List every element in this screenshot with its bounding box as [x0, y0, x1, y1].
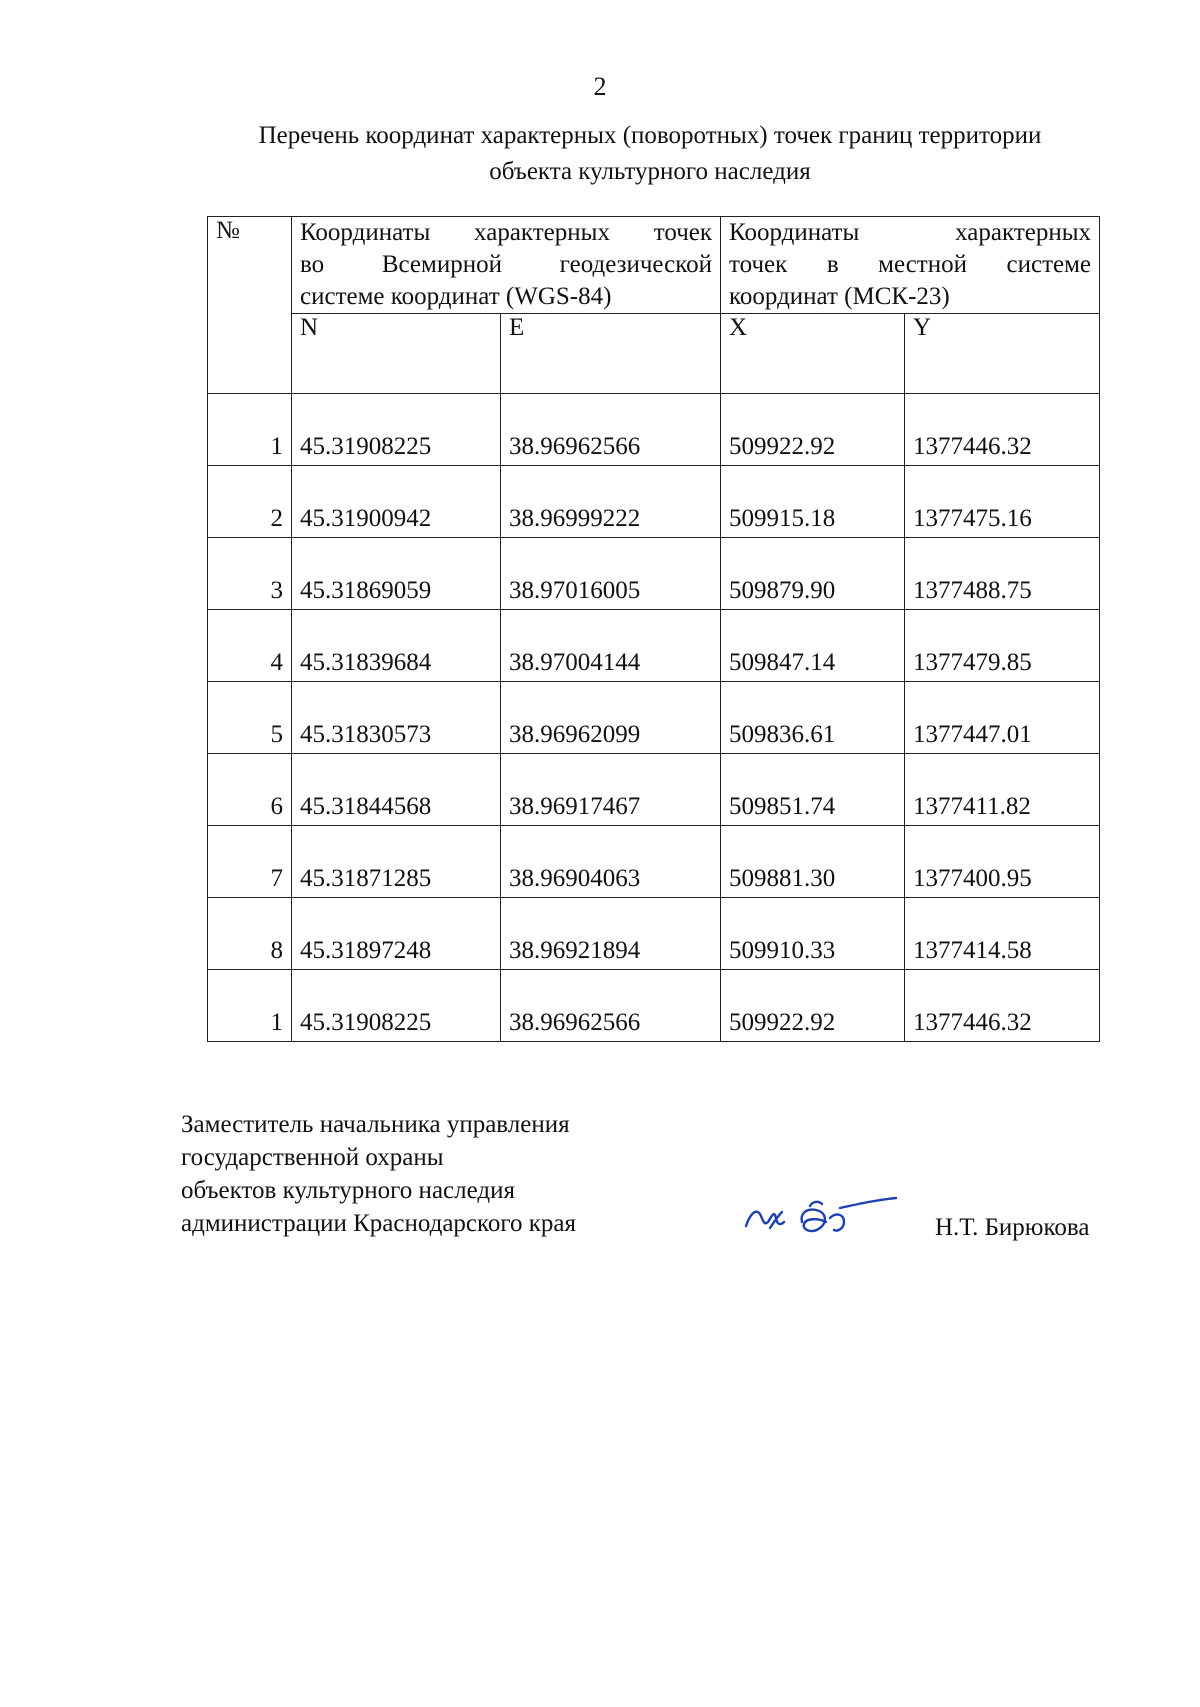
cell-x: 509922.92 [721, 970, 905, 1042]
cell-y: 1377446.32 [905, 970, 1100, 1042]
header-n: N [292, 314, 501, 394]
cell-number: 3 [208, 538, 292, 610]
table-row [208, 394, 1100, 466]
cell-e: 38.97004144 [501, 610, 721, 682]
cell-number: 7 [208, 826, 292, 898]
cell-number: 2 [208, 466, 292, 538]
page-number: 2 [593, 72, 607, 101]
document-title [190, 118, 1110, 190]
cell-number: 5 [208, 682, 292, 754]
cell-number: 6 [208, 754, 292, 826]
cell-n: 45.31871285 [292, 826, 501, 898]
cell-y: 1377475.16 [905, 466, 1100, 538]
coordinates-table [207, 216, 1100, 1042]
cell-x: 509881.30 [721, 826, 905, 898]
cell-y: 1377414.58 [905, 898, 1100, 970]
cell-x: 509879.90 [721, 538, 905, 610]
signer-name: Н.Т. Бирюкова [935, 1214, 1090, 1241]
cell-n: 45.31839684 [292, 610, 501, 682]
cell-e: 38.97016005 [501, 538, 721, 610]
table-row [208, 970, 1100, 1042]
cell-y: 1377400.95 [905, 826, 1100, 898]
table-row [208, 610, 1100, 682]
header-wgs84 [292, 217, 721, 314]
cell-y: 1377488.75 [905, 538, 1100, 610]
header-msk23-line-3: координат (МСК-23) [729, 283, 950, 310]
cell-y: 1377411.82 [905, 754, 1100, 826]
table-row [208, 466, 1100, 538]
position-line-1: Заместитель начальника управления [181, 1111, 570, 1138]
cell-e: 38.96999222 [501, 466, 721, 538]
cell-e: 38.96917467 [501, 754, 721, 826]
position-line-4: администрации Краснодарского края [181, 1210, 577, 1237]
position-line-3: объектов культурного наследия [181, 1177, 515, 1204]
cell-x: 509851.74 [721, 754, 905, 826]
cell-number: 1 [208, 394, 292, 466]
cell-number: 8 [208, 898, 292, 970]
cell-e: 38.96962099 [501, 682, 721, 754]
header-x: X [721, 314, 905, 394]
cell-e: 38.96962566 [501, 970, 721, 1042]
cell-y: 1377447.01 [905, 682, 1100, 754]
cell-x: 509915.18 [721, 466, 905, 538]
table-header-row [208, 217, 1100, 314]
cell-e: 38.96904063 [501, 826, 721, 898]
header-y: Y [905, 314, 1100, 394]
header-msk23 [721, 217, 1100, 314]
table-row [208, 682, 1100, 754]
header-wgs84-line-2: во Всемирной геодезической [300, 251, 713, 278]
title-line-2: объекта культурного наследия [489, 158, 811, 185]
signatory-position [181, 1108, 576, 1240]
table-row [208, 898, 1100, 970]
header-e: E [501, 314, 721, 394]
table-row [208, 538, 1100, 610]
cell-n: 45.31844568 [292, 754, 501, 826]
header-number: № [208, 217, 292, 394]
cell-n: 45.31830573 [292, 682, 501, 754]
position-line-2: государственной охраны [181, 1144, 444, 1171]
header-wgs84-line-3: системе координат (WGS-84) [300, 283, 612, 310]
header-msk23-line-2: точек в местной системе [729, 251, 1092, 278]
cell-x: 509847.14 [721, 610, 905, 682]
handwritten-signature [740, 1192, 900, 1242]
table-subheader-row [208, 314, 1100, 394]
cell-y: 1377479.85 [905, 610, 1100, 682]
table-row [208, 826, 1100, 898]
title-line-1: Перечень координат характерных (поворотных) точек границ территории [258, 122, 1042, 149]
cell-e: 38.96962566 [501, 394, 721, 466]
cell-number: 4 [208, 610, 292, 682]
cell-y: 1377446.32 [905, 394, 1100, 466]
cell-number: 1 [208, 970, 292, 1042]
header-wgs84-line-1: Координаты характерных точек [300, 219, 713, 246]
cell-x: 509910.33 [721, 898, 905, 970]
cell-e: 38.96921894 [501, 898, 721, 970]
cell-n: 45.31869059 [292, 538, 501, 610]
table-row [208, 754, 1100, 826]
cell-n: 45.31897248 [292, 898, 501, 970]
cell-n: 45.31900942 [292, 466, 501, 538]
cell-n: 45.31908225 [292, 394, 501, 466]
cell-x: 509836.61 [721, 682, 905, 754]
cell-x: 509922.92 [721, 394, 905, 466]
cell-n: 45.31908225 [292, 970, 501, 1042]
header-msk23-line-1: Координаты характерных [729, 219, 1092, 246]
